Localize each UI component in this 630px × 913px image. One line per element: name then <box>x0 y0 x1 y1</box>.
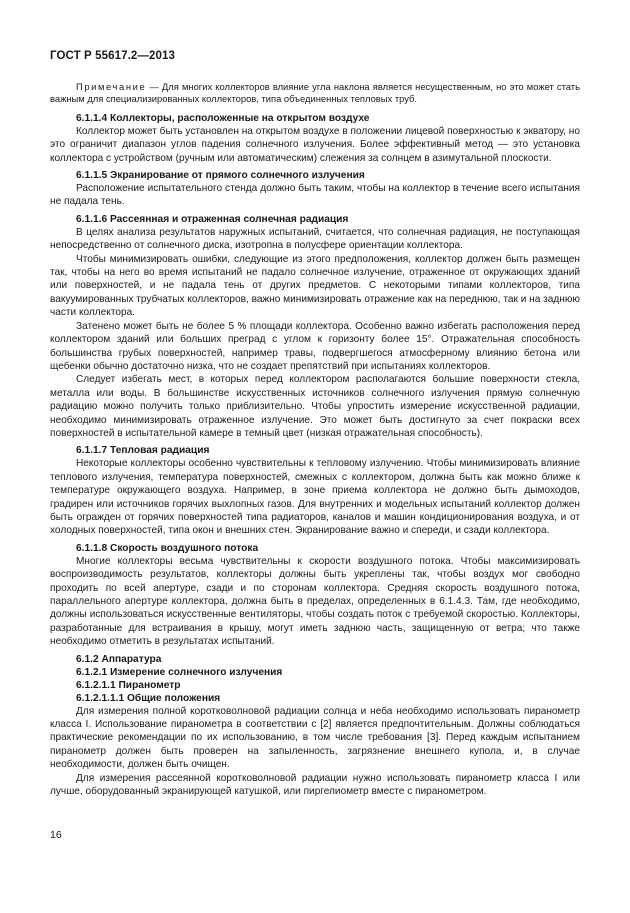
paragraph: Для измерения полной коротковолновой радиации солнца и неба необходимо использовать пиранометр класса I. Использование пиранометра в соответствии с [2] является предпочтительным. Должны соблюдаться практические рекомендации по их использованию, в том числе требования [3]. Перед каждым испытанием пиранометр должен быть проверен на запыленность, загрязнение внешнего купола, и, в случае необходимости, должен быть очищен. <box>50 705 580 771</box>
document-header: ГОСТ Р 55617.2—2013 <box>50 50 175 62</box>
paragraph: Чтобы минимизировать ошибки, следующие из этого предположения, коллектор должен быть размещен так, чтобы на него во время испытаний не падало солнечное излучение, отраженное от окружающих зданий или поверхностей, и не падала тень от других предметов. С некоторыми типами коллекторов, типа вакуумированных трубчатых коллекторов, важно минимизировать отражение как на переднюю, так и на заднюю части коллектора. <box>50 253 580 319</box>
paragraph: Коллектор может быть установлен на открытом воздухе в положении лицевой поверхностью к экватору, но это ограничит диапазон углов падения солнечного излучения. Более эффективный метод — это установка коллектора с устройством (ручным или автоматическим) слежения за солнцем в азимутальной плоскости. <box>50 125 580 164</box>
section-heading-6-1-2: 6.1.2 Аппаратура <box>76 653 162 665</box>
paragraph: Для измерения рассеянной коротковолновой радиации нужно использовать пиранометр класса I или лучше, оборудованный экранирующей катушкой, или пиргелиометр вместе с пиранометром. <box>50 772 580 798</box>
paragraph: Затенено может быть не более 5 % площади коллектора. Особенно важно избегать расположения перед коллектором зданий или больших преград с углом к горизонту более 15°. Отражательная способность большинства грубых поверхностей, например травы, подвергшегося атмосферному влиянию бетона или щебенки обычно достаточно низка, что не создает препятствий при испытаниях коллекторов. <box>50 320 580 372</box>
section-heading-6-1-1-6: 6.1.1.6 Рассеянная и отраженная солнечная радиация <box>76 213 349 225</box>
paragraph: Расположение испытательного стенда должно быть таким, чтобы на коллектор в течение всего испытания не падала тень. <box>50 183 580 208</box>
note-text: — Для многих коллекторов влияние угла наклона является несущественным, но это может стать важным для специализированных коллекторов, типа объединенных тепловых труб. <box>50 81 580 105</box>
section-heading-6-1-2-1-1: 6.1.2.1.1 Пиранометр <box>76 679 181 691</box>
note-paragraph <box>50 81 580 106</box>
section-heading-6-1-1-5: 6.1.1.5 Экранирование от прямого солнечного излучения <box>76 170 365 182</box>
section-heading-6-1-1-8: 6.1.1.8 Скорость воздушного потока <box>76 542 259 554</box>
document-body <box>50 81 580 798</box>
page-number: 16 <box>50 829 62 841</box>
paragraph: Следует избегать мест, в которых перед коллектором располагаются большие поверхности стекла, металла или воды. В большинстве искусственных источников солнечного излучения прямую солнечную радиацию можно получить только приблизительно. Чтобы упростить измерение искусственной радиации, необходимо минимизировать отраженное излучение. Это может быть достигнуто за счет покраски всех поверхностей в испытательной камере в темный цвет (низкая отражательная способность). <box>50 374 580 439</box>
note-label: Примечание <box>76 81 147 92</box>
section-heading-6-1-2-1-1-1: 6.1.2.1.1.1 Общие положения <box>76 692 221 704</box>
section-heading-6-1-2-1: 6.1.2.1 Измерение солнечного излучения <box>76 666 283 678</box>
section-heading-6-1-1-4: 6.1.1.4 Коллекторы, расположенные на открытом воздухе <box>76 112 370 124</box>
paragraph: Многие коллекторы весьма чувствительны к скорости воздушного потока. Чтобы максимизировать воспроизводимость результатов, коллекторы должны быть укреплены так, чтобы воздух мог свободно проходить по всей апертуре, сзади и по сторонам коллектора. Средняя скорость воздушного потока, параллельного апертуре коллектора, должна быть в пределах, определенных в 6.1.4.3. Там, где необходимо, должны использоваться искусственные вентиляторы, чтобы создать поток с требуемой скоростью. Коллекторы, разработанные для встраивания в крышу, могут иметь заднюю часть, защищенную от ветра; что также необходимо отметить в результатах испытаний. <box>50 555 580 648</box>
paragraph: В целях анализа результатов наружных испытаний, считается, что солнечная радиация, не поступающая непосредственно от солнечного диска, изотропна в полусфере ориентации коллектора. <box>50 226 580 252</box>
paragraph: Некоторые коллекторы особенно чувствительны к тепловому излучению. Чтобы минимизировать влияние теплового излучения, температура поверхностей, смежных с коллектором, должна быть как можно ближе к температуре окружающего воздуха. Например, в зоне приема коллектора не должно быть дымоходов, градирен или источников горячих выхлопных газов. Для внутренних и модельных испытаний коллектор должен быть огражден от горячих поверхностей типа радиаторов, каналов и машин кондиционирования воздуха, и от холодных поверхностей, типа окон и внешних стен. Экранирование важно и спереди, и сзади коллектора. <box>50 458 580 537</box>
section-heading-6-1-1-7: 6.1.1.7 Тепловая радиация <box>76 445 210 457</box>
